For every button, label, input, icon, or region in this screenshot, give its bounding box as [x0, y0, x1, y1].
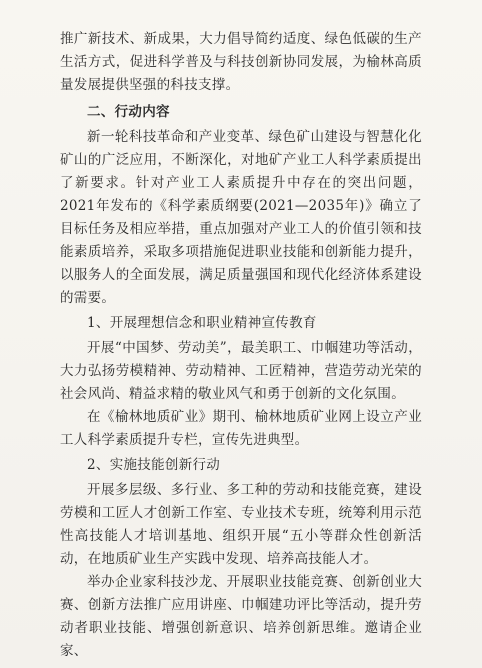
- document-body: [60, 28, 422, 663]
- paragraph-background: 新一轮科技革命和产业变革、绿色矿山建设与智慧化化矿山的广泛应用，不断深化，对地矿产业工人科学素质提出了新要求。针对产业工人素质提升中存在的突出问题，2021年发布的《科学素质纲要(2021—2035年)》确立了目标任务及相应举措，重点加强对产业工人的价值引领和技能素质培养，采取多项措施促进职业技能和创新能力提升，以服务人的全面发展，满足质量强国和现代化经济体系建设的需要。: [60, 129, 422, 306]
- paragraph-skills-competitions: 开展多层级、多行业、多工种的劳动和技能竞赛，建设劳模和工匠人才创新工作室、专业技术专班，统筹利用示范性高技能人才培训基地、组织开展“五小等群众性创新活动，在地质矿业生产实践中发现、培养高技能人才。: [60, 482, 422, 567]
- paragraph-journal-column: 在《榆林地质矿业》期刊、榆林地质矿业网上设立产业工人科学素质提升专栏，宣传先进典型。: [60, 409, 422, 448]
- section-heading-action-content: 二、行动内容: [87, 104, 170, 120]
- subheading-ideals-education: 1、开展理想信念和职业精神宣传教育: [87, 315, 317, 331]
- paragraph-entrepreneur-salon: 举办企业家科技沙龙、开展职业技能竞赛、创新创业大赛、创新方法推广应用讲座、巾帼建功评比等活动，提升劳动者职业技能、增强创新意识、培养创新思维。邀请企业家、: [60, 574, 422, 659]
- paragraph-labor-spirit: 开展“中国梦、劳动美”，最美职工、巾帼建功等活动，大力弘扬劳模精神、劳动精神、工匠精神，营造劳动光荣的社会风尚、精益求精的敬业风气和勇于创新的文化氛围。: [60, 340, 422, 402]
- subheading-skills-innovation: 2、实施技能创新行动: [87, 457, 221, 473]
- paragraph-intro: 推广新技术、新成果，大力倡导简约适度、绿色低碳的生产生活方式，促进科学普及与科技创新协同发展，为榆林高质量发展提供坚强的科技支撑。: [60, 31, 422, 93]
